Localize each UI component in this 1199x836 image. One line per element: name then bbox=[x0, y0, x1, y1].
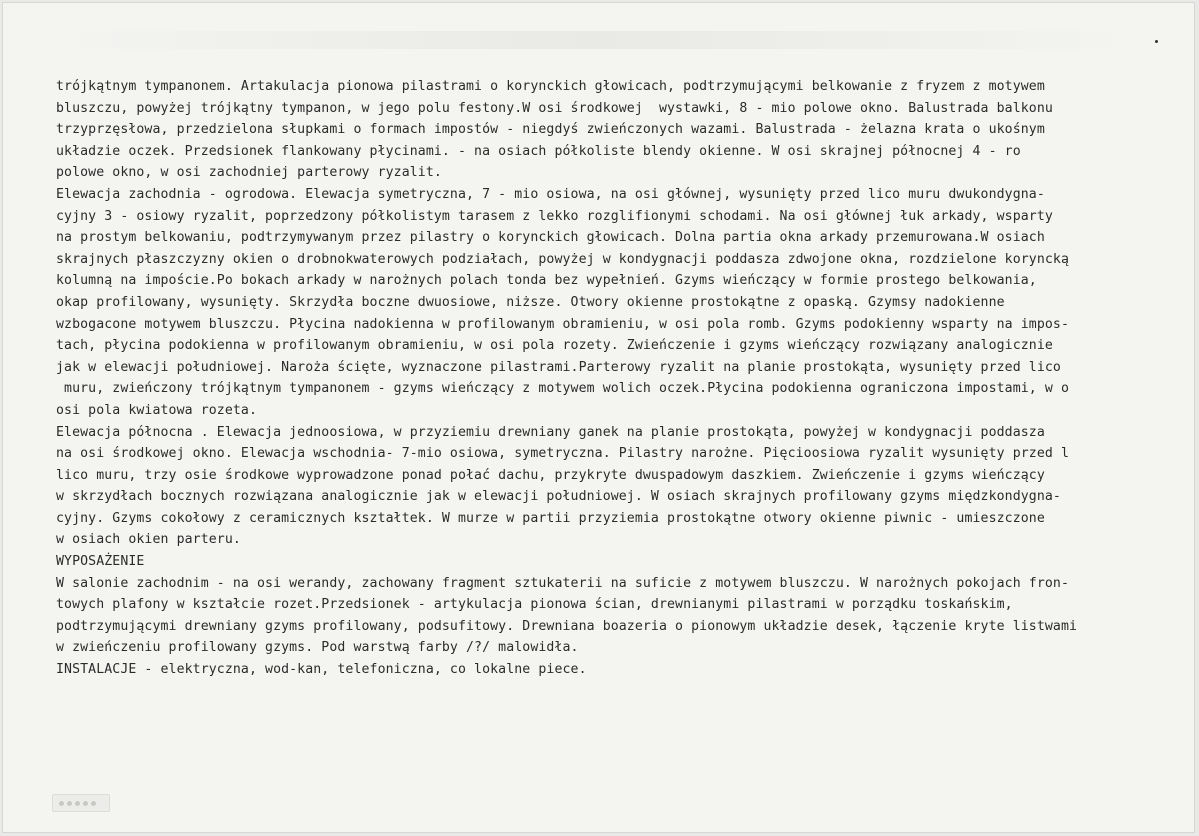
typewritten-text-block bbox=[56, 76, 1186, 681]
text-line: bluszczu, powyżej trójkątny tympanon, w jego polu festony.W osi środkowej wystawki, 8 - mio polowe okno. Balustrada balkonu bbox=[56, 100, 1053, 116]
text-line: lico muru, trzy osie środkowe wyprowadzone ponad połać dachu, przykryte dwuspadowym daszkiem. Zwieńczenie i gzyms wieńczący bbox=[56, 467, 1045, 483]
faint-archive-stamp bbox=[52, 794, 110, 812]
text-line: cyjny. Gzyms cokołowy z ceramicznych kształtek. W murze w partii przyziemia prostokątne otwory okienne piwnic - umieszczone bbox=[56, 510, 1045, 526]
text-line: osi pola kwiatowa rozeta. bbox=[56, 402, 257, 418]
text-line: jak w elewacji południowej. Naroża ścięte, wyznaczone pilastrami.Parterowy ryzalit na planie prostokąta, wysunięty przed lico bbox=[56, 359, 1061, 375]
text-line: W salonie zachodnim - na osi werandy, zachowany fragment sztukaterii na suficie z motywem bluszczu. W narożnych pokojach fron- bbox=[56, 575, 1069, 591]
section-line-instalacje: INSTALACJE - elektryczna, wod-kan, telefoniczna, co lokalne piece. bbox=[56, 662, 587, 678]
text-line: wzbogacone motywem bluszczu. Płycina nadokienna w profilowanym obramieniu, w osi pola romb. Gzyms podokienny wsparty na impos- bbox=[56, 316, 1069, 332]
text-line: kolumną na impoście.Po bokach arkady w narożnych polach tonda bez wypełnień. Gzyms wieńczący w formie prostego belkowania, bbox=[56, 273, 1037, 289]
text-line: trzyprzęsłowa, przedzielona słupkami o formach impostów - niegdyś zwieńczonych wazami. Balustrada - żelazna krata o ukośnym bbox=[56, 122, 1045, 138]
text-line: układzie oczek. Przedsionek flankowany płycinami. - na osiach półkoliste blendy okienne. W osi skrajnej północnej 4 - ro bbox=[56, 143, 1021, 159]
text-line: polowe okno, w osi zachodniej parterowy ryzalit. bbox=[56, 165, 442, 181]
text-line: podtrzymującymi drewniany gzyms profilowany, podsufitowy. Drewniana boazeria o pionowym układzie desek, łączenie kryte listwami bbox=[56, 618, 1078, 634]
text-line: tach, płycina podokienna w profilowanym obramieniu, w osi pola rozety. Zwieńczenie i gzyms wieńczący rozwiązany analogicznie bbox=[56, 338, 1053, 354]
section-heading-wyposazenie: WYPOSAŻENIE bbox=[56, 554, 145, 570]
text-line: w zwieńczeniu profilowany gzyms. Pod warstwą farby /?/ malowidła. bbox=[56, 640, 579, 656]
text-line: skrajnych płaszczyzny okien o drobnokwaterowych podziałach, powyżej w kondygnacji poddasza zdwojone okna, rozdzielone koryncką bbox=[56, 251, 1069, 267]
text-line: towych plafony w kształcie rozet.Przedsionek - artykulacja pionowa ścian, drewnianymi pilastrami w porządku toskańskim, bbox=[56, 597, 1013, 613]
bleed-through-strip bbox=[43, 31, 1153, 49]
text-line: muru, zwieńczony trójkątnym tympanonem - gzyms wieńczący z motywem wolich oczek.Płycina podokienna ograniczona impostami, w o bbox=[56, 381, 1069, 397]
text-line: Elewacja północna . Elewacja jednoosiowa, w przyziemiu drewniany ganek na planie prostokąta, powyżej w kondygnacji poddasza bbox=[56, 424, 1045, 440]
ink-dot-mark bbox=[1155, 40, 1158, 43]
text-line: trójkątnym tympanonem. Artakulacja pionowa pilastrami o korynckich głowicach, podtrzymującymi belkowanie z fryzem z motywem bbox=[56, 79, 1045, 94]
text-line: na prostym belkowaniu, podtrzymywanym przez pilastry o korynckich głowicach. Dolna partia okna arkady przemurowana.W osiach bbox=[56, 230, 1045, 246]
text-line: w osiach okien parteru. bbox=[56, 532, 241, 548]
text-line: w skrzydłach bocznych rozwiązana analogicznie jak w elewacji południowej. W osiach skrajnych profilowany gzyms międzkondygna- bbox=[56, 489, 1061, 505]
text-line: Elewacja zachodnia - ogrodowa. Elewacja symetryczna, 7 - mio osiowa, na osi głównej, wysunięty przed lico muru dwukondygna- bbox=[56, 186, 1045, 202]
text-line: na osi środkowej okno. Elewacja wschodnia- 7-mio osiowa, symetryczna. Pilastry narożne. Pięcioosiowa ryzalit wysunięty przed l bbox=[56, 446, 1069, 462]
text-line: okap profilowany, wysunięty. Skrzydła boczne dwuosiowe, niższe. Otwory okienne prostokątne z opaską. Gzymsy nadokienne bbox=[56, 294, 1005, 310]
text-line: cyjny 3 - osiowy ryzalit, poprzedzony półkolistym tarasem z lekko rozglifionymi schodami. Na osi głównej łuk arkady, wsparty bbox=[56, 208, 1053, 224]
